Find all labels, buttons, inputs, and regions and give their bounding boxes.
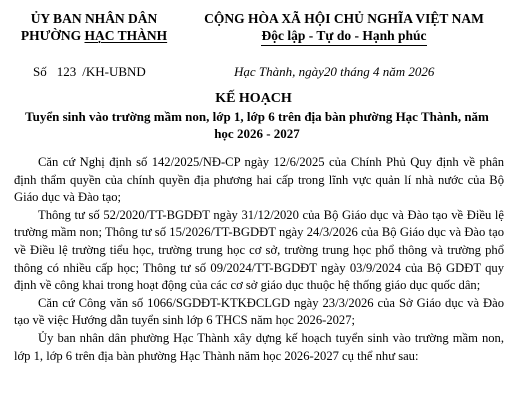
paragraph-legal-basis-1: Căn cứ Nghị định số 142/2025/NĐ-CP ngày 12/6/2025 của Chính Phủ Quy định về phân định thẩm quyền của chính quyền địa phương hai cấp trong lĩnh vực quản lí nhà nước của Bộ Giáo dục và Đào tạo; [14,155,504,205]
paragraph-legal-basis-3: Căn cứ Công văn số 1066/SGDĐT-KTKĐCLGD ngày 23/3/2026 của Sở Giáo dục và Đào tạo về việc Hướng dẫn tuyển sinh lớp 6 THCS năm học 2026-2027; [14,295,504,328]
authority-line-1: ỦY BAN NHÂN DÂN [30,11,158,26]
paragraph-intro: Ủy ban nhân dân phường Hạc Thành xây dựng kế hoạch tuyển sinh vào trường mầm non, lớp 1, lớp 6 trên địa bàn phường Hạc Thành năm học 2026-2027 cụ thể như sau: [14,330,504,363]
doc-number-value: 123 [56,64,77,79]
doc-number-label: Số [33,64,47,79]
place-and-date: Hạc Thành, ngày20 tháng 4 năm 2026 [234,64,435,79]
document-body [14,154,504,365]
issuing-authority [20,10,168,44]
authority-prefix: PHƯỜNG [20,28,85,43]
authority-line-2 [20,27,168,44]
authority-ward-name: HẠC THÀNH [84,28,168,43]
document-subtitle: Tuyển sinh vào trường mầm non, lớp 1, lớp 6 trên địa bàn phường Hạc Thành, năm học 2026 - 2027 [25,109,489,141]
doc-number-suffix: /KH-UBND [82,64,146,79]
document-title: KẾ HOẠCH [215,91,292,106]
national-motto [188,10,500,46]
document-number [33,64,146,80]
motto: Độc lập - Tự do - Hạnh phúc [261,27,426,46]
paragraph-legal-basis-2: Thông tư số 52/2020/TT-BGDĐT ngày 31/12/2020 của Bộ Giáo dục và Đào tạo về Điều lệ trường mầm non; Thông tư số 15/2026/TT-BGDĐT ngày 24/3/2026 của Bộ Giáo dục và Đào tạo về Điều lệ trường tiểu học, trường trung học cơ sở, trường trung học phổ thông và trường phổ thông có nhiều cấp học; Thông tư số 09/2024/TT-BGDĐT ngày 03/9/2024 của Bộ GDĐT quy định về công khai trong hoạt động của các cơ sở giáo dục thuộc hệ thống giáo dục quốc dân; [14,207,504,293]
country-name: CỘNG HÒA XÃ HỘI CHỦ NGHĨA VIỆT NAM [204,11,484,26]
